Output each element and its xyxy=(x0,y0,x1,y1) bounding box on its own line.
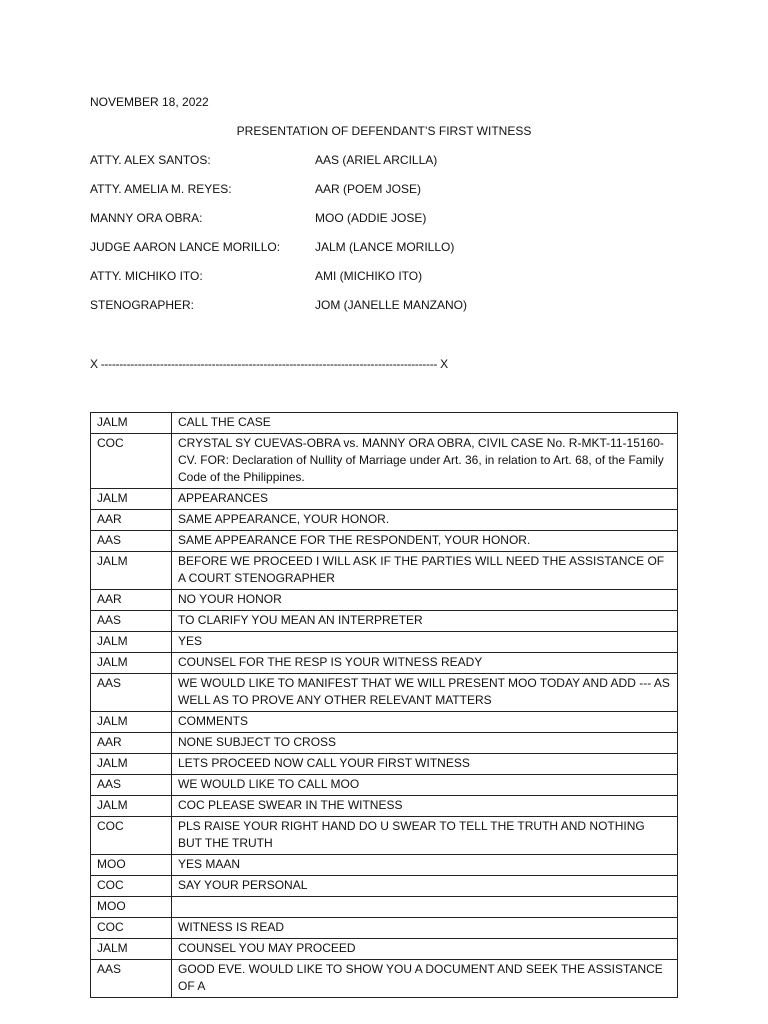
statement-cell: COUNSEL FOR THE RESP IS YOUR WITNESS READY xyxy=(172,653,678,674)
speaker-cell: JALM xyxy=(91,489,172,510)
statement-cell: SAME APPEARANCE, YOUR HONOR. xyxy=(172,510,678,531)
statement-cell xyxy=(172,897,678,918)
speaker-cell: JALM xyxy=(91,653,172,674)
table-row xyxy=(91,674,678,712)
speaker-cell: AAS xyxy=(91,960,172,998)
table-row xyxy=(91,897,678,918)
speaker-cell: MOO xyxy=(91,855,172,876)
table-row xyxy=(91,611,678,632)
statement-cell: PLS RAISE YOUR RIGHT HAND DO U SWEAR TO TELL THE TRUTH AND NOTHING BUT THE TRUTH xyxy=(172,817,678,855)
table-row xyxy=(91,552,678,590)
roster-role: ATTY. ALEX SANTOS: xyxy=(90,153,211,167)
statement-cell: GOOD EVE. WOULD LIKE TO SHOW YOU A DOCUMENT AND SEEK THE ASSISTANCE OF A xyxy=(172,960,678,998)
roster-row xyxy=(90,269,690,298)
roster-code: AAS (ARIEL ARCILLA) xyxy=(315,153,438,167)
table-row xyxy=(91,855,678,876)
table-row xyxy=(91,939,678,960)
table-row xyxy=(91,653,678,674)
speaker-cell: AAR xyxy=(91,510,172,531)
speaker-cell: AAS xyxy=(91,611,172,632)
table-row xyxy=(91,918,678,939)
speaker-cell: MOO xyxy=(91,897,172,918)
statement-cell: SAME APPEARANCE FOR THE RESPONDENT, YOUR HONOR. xyxy=(172,531,678,552)
speaker-cell: COC xyxy=(91,817,172,855)
speaker-cell: AAS xyxy=(91,775,172,796)
speaker-cell: JALM xyxy=(91,632,172,653)
statement-cell: TO CLARIFY YOU MEAN AN INTERPRETER xyxy=(172,611,678,632)
section-divider: X ------------------------------------------------------------------------------------------- X xyxy=(90,357,448,371)
statement-cell: NONE SUBJECT TO CROSS xyxy=(172,733,678,754)
table-row xyxy=(91,960,678,998)
roster-role: ATTY. AMELIA M. REYES: xyxy=(90,182,232,196)
roster-row xyxy=(90,211,690,240)
table-row xyxy=(91,754,678,775)
table-row xyxy=(91,510,678,531)
speaker-cell: COC xyxy=(91,876,172,897)
statement-cell: CRYSTAL SY CUEVAS-OBRA vs. MANNY ORA OBRA, CIVIL CASE No. R-MKT-11-15160-CV. FOR: Declaration of Nullity of Marriage under Art. 36, in relation to Art. 68, of the Family Code of the Philippines. xyxy=(172,434,678,489)
speaker-cell: JALM xyxy=(91,413,172,434)
statement-cell: COMMENTS xyxy=(172,712,678,733)
table-row xyxy=(91,590,678,611)
speaker-cell: AAS xyxy=(91,531,172,552)
roster-role: MANNY ORA OBRA: xyxy=(90,211,203,225)
table-row xyxy=(91,413,678,434)
roster-row xyxy=(90,298,690,327)
statement-cell: APPEARANCES xyxy=(172,489,678,510)
roster-code: JALM (LANCE MORILLO) xyxy=(315,240,455,254)
statement-cell: WITNESS IS READ xyxy=(172,918,678,939)
statement-cell: BEFORE WE PROCEED I WILL ASK IF THE PARTIES WILL NEED THE ASSISTANCE OF A COURT STENOGRAPHER xyxy=(172,552,678,590)
statement-cell: YES xyxy=(172,632,678,653)
table-row xyxy=(91,733,678,754)
roster-role: ATTY. MICHIKO ITO: xyxy=(90,269,203,283)
speaker-cell: AAS xyxy=(91,674,172,712)
speaker-cell: AAR xyxy=(91,733,172,754)
table-row xyxy=(91,712,678,733)
speaker-cell: JALM xyxy=(91,754,172,775)
statement-cell: YES MAAN xyxy=(172,855,678,876)
roster-row xyxy=(90,153,690,182)
roster-code: AMI (MICHIKO ITO) xyxy=(315,269,423,283)
speaker-cell: JALM xyxy=(91,796,172,817)
speaker-cell: JALM xyxy=(91,712,172,733)
statement-cell: COC PLEASE SWEAR IN THE WITNESS xyxy=(172,796,678,817)
roster-row xyxy=(90,240,690,269)
statement-cell: SAY YOUR PERSONAL xyxy=(172,876,678,897)
speaker-cell: COC xyxy=(91,434,172,489)
speaker-cell: JALM xyxy=(91,552,172,590)
table-row xyxy=(91,434,678,489)
roster-code: JOM (JANELLE MANZANO) xyxy=(315,298,468,312)
table-row xyxy=(91,531,678,552)
table-row xyxy=(91,775,678,796)
roster-row xyxy=(90,182,690,211)
statement-cell: LETS PROCEED NOW CALL YOUR FIRST WITNESS xyxy=(172,754,678,775)
speaker-cell: AAR xyxy=(91,590,172,611)
table-row xyxy=(91,489,678,510)
speaker-cell: COC xyxy=(91,918,172,939)
document-title: PRESENTATION OF DEFENDANT’S FIRST WITNESS xyxy=(236,124,532,138)
statement-cell: COUNSEL YOU MAY PROCEED xyxy=(172,939,678,960)
statement-cell: CALL THE CASE xyxy=(172,413,678,434)
table-row xyxy=(91,817,678,855)
roster-code: MOO (ADDIE JOSE) xyxy=(315,211,427,225)
roster-code: AAR (POEM JOSE) xyxy=(315,182,422,196)
statement-cell: WE WOULD LIKE TO MANIFEST THAT WE WILL PRESENT MOO TODAY AND ADD --- AS WELL AS TO PROVE ANY OTHER RELEVANT MATTERS xyxy=(172,674,678,712)
table-row xyxy=(91,796,678,817)
roster-role: STENOGRAPHER: xyxy=(90,298,195,312)
table-row xyxy=(91,632,678,653)
roster-role: JUDGE AARON LANCE MORILLO: xyxy=(90,240,281,254)
statement-cell: WE WOULD LIKE TO CALL MOO xyxy=(172,775,678,796)
document-date: NOVEMBER 18, 2022 xyxy=(90,95,209,109)
statement-cell: NO YOUR HONOR xyxy=(172,590,678,611)
transcript-table xyxy=(90,412,678,998)
speaker-cell: JALM xyxy=(91,939,172,960)
participant-roster xyxy=(90,153,690,327)
table-row xyxy=(91,876,678,897)
